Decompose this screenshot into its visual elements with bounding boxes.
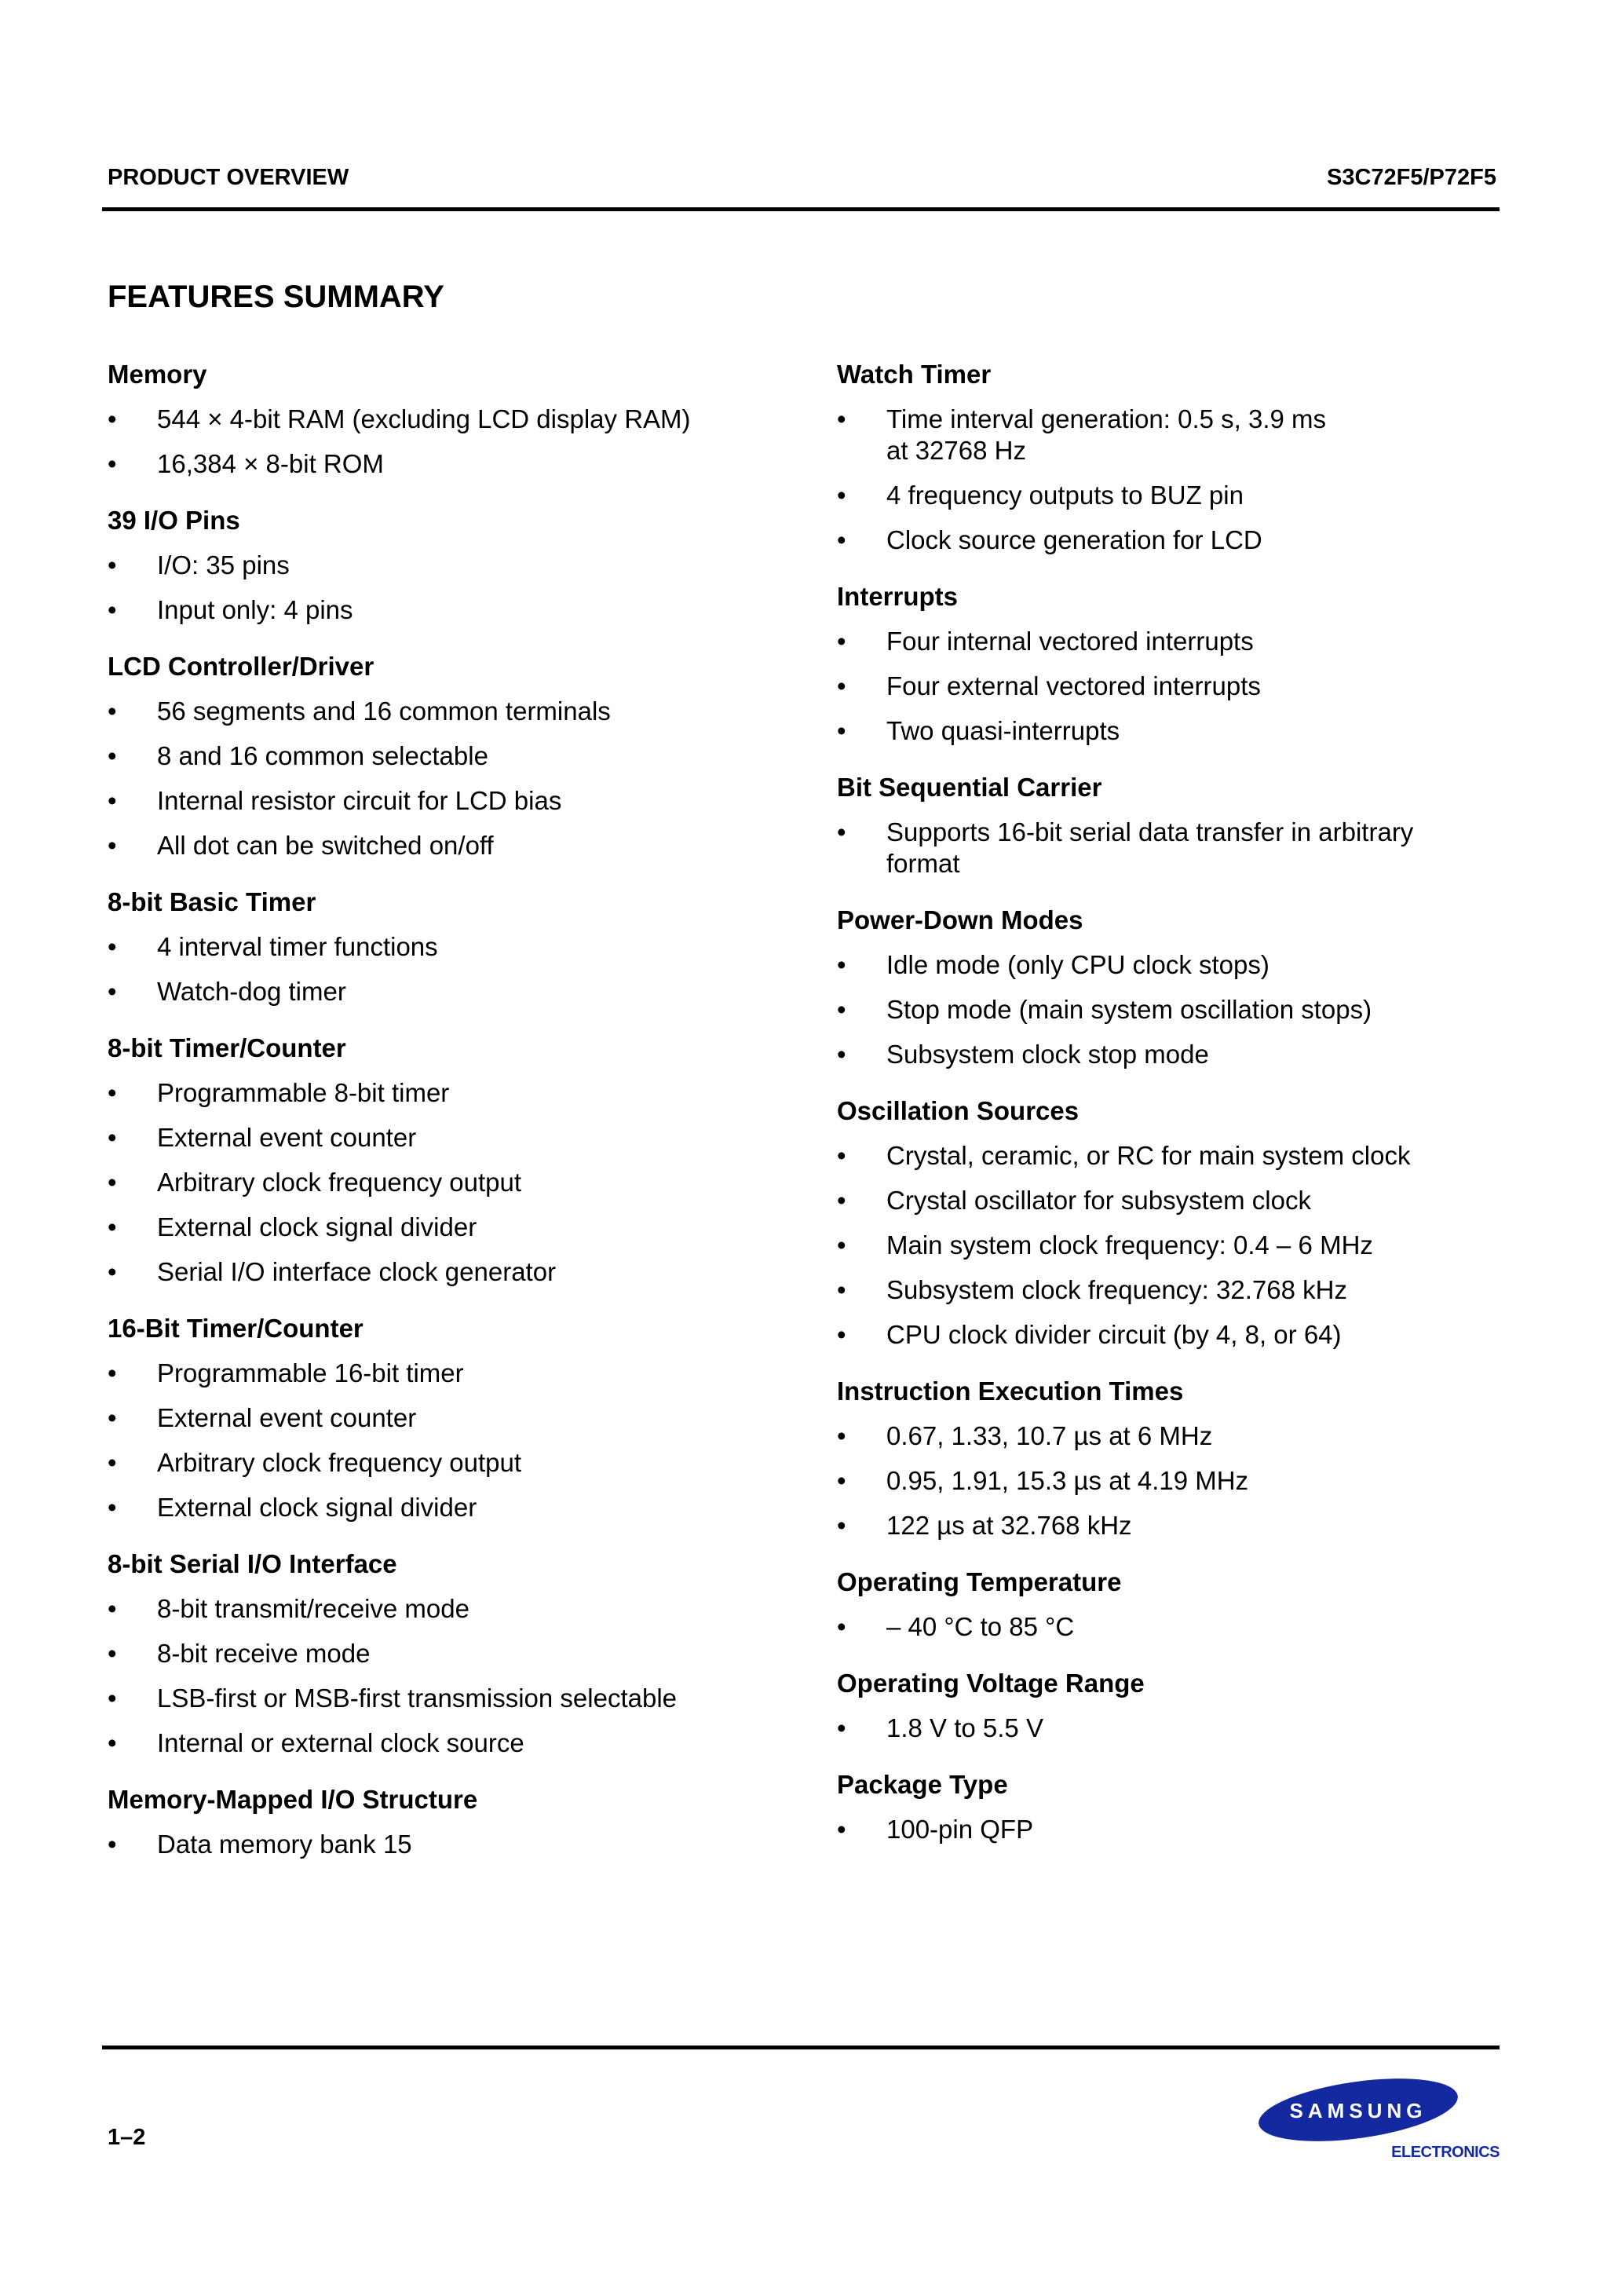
feature-item: [837, 1465, 1504, 1497]
bullet-icon: •: [108, 1358, 117, 1387]
feature-list: [108, 1077, 775, 1288]
feature-item: [108, 550, 775, 581]
feature-item-text: 4 interval timer functions: [157, 932, 438, 961]
feature-item-text: – 40 °C to 85 °C: [886, 1612, 1075, 1641]
feature-item: [837, 817, 1504, 879]
section-heading: Bit Sequential Carrier: [837, 773, 1102, 802]
feature-item-text: External clock signal divider: [157, 1493, 477, 1522]
feature-item-text: 8-bit transmit/receive mode: [157, 1594, 469, 1623]
bullet-icon: •: [837, 1141, 846, 1170]
feature-item-text: Arbitrary clock frequency output: [157, 1448, 522, 1477]
feature-section: [837, 1668, 1504, 1744]
section-heading: 39 I/O Pins: [108, 506, 240, 535]
bullet-icon: •: [837, 950, 846, 979]
feature-item: [108, 1492, 775, 1523]
feature-item: [837, 1140, 1504, 1172]
bullet-icon: •: [108, 1493, 117, 1522]
bullet-icon: •: [108, 1403, 117, 1432]
bullet-icon: •: [837, 1230, 846, 1260]
feature-item-text: 122 µs at 32.768 kHz: [886, 1511, 1132, 1540]
feature-item-text: External clock signal divider: [157, 1212, 477, 1241]
bullet-icon: •: [108, 1168, 117, 1197]
feature-item-text: Programmable 8-bit timer: [157, 1078, 450, 1107]
logo-sub-text: ELECTRONICS: [1391, 2144, 1500, 2159]
feature-list: [837, 1420, 1504, 1541]
bullet-icon: •: [837, 481, 846, 510]
feature-item: [108, 1727, 775, 1759]
bullet-icon: •: [837, 1612, 846, 1641]
feature-item-text: 0.67, 1.33, 10.7 µs at 6 MHz: [886, 1421, 1213, 1450]
bullet-icon: •: [108, 831, 117, 860]
bullet-icon: •: [108, 786, 117, 815]
feature-item: [108, 740, 775, 772]
feature-item: [108, 1212, 775, 1243]
feature-item: [837, 404, 1504, 466]
feature-item-text: 1.8 V to 5.5 V: [886, 1713, 1043, 1742]
feature-item-text: Four external vectored interrupts: [886, 671, 1261, 700]
feature-item-text: Crystal, ceramic, or RC for main system clock: [886, 1141, 1411, 1170]
feature-item: [108, 696, 775, 727]
feature-item: [837, 525, 1504, 556]
section-heading: 8-bit Basic Timer: [108, 887, 316, 916]
feature-item-text: 16,384 × 8-bit ROM: [157, 449, 384, 478]
bullet-icon: •: [837, 817, 846, 846]
bullet-icon: •: [108, 449, 117, 478]
feature-item-text: Watch-dog timer: [157, 977, 346, 1006]
feature-item-text: Supports 16-bit serial data transfer in arbitrary format: [886, 817, 1414, 878]
feature-list: [837, 1814, 1504, 1845]
feature-item: [108, 1256, 775, 1288]
feature-item-text: 8-bit receive mode: [157, 1639, 371, 1668]
bullet-icon: •: [837, 1713, 846, 1742]
feature-item-text: Time interval generation: 0.5 s, 3.9 ms at 32768 Hz: [886, 404, 1327, 465]
feature-item: [108, 1593, 775, 1625]
bullet-icon: •: [837, 1421, 846, 1450]
feature-item-text: 100-pin QFP: [886, 1815, 1034, 1844]
feature-item-text: Stop mode (main system oscillation stops): [886, 995, 1372, 1024]
feature-section: [837, 1769, 1504, 1845]
page-header: [108, 165, 1496, 196]
feature-item: [108, 976, 775, 1007]
feature-item-text: Main system clock frequency: 0.4 – 6 MHz: [886, 1230, 1373, 1260]
header-section-title: PRODUCT OVERVIEW: [108, 165, 349, 190]
feature-list: [108, 931, 775, 1007]
feature-item-text: Input only: 4 pins: [157, 595, 353, 624]
feature-item: [837, 671, 1504, 702]
feature-section: [837, 1095, 1504, 1351]
bullet-icon: •: [108, 977, 117, 1006]
bullet-icon: •: [837, 404, 846, 433]
feature-item: [108, 830, 775, 861]
feature-item-text: Four internal vectored interrupts: [886, 627, 1254, 656]
feature-item: [108, 1447, 775, 1479]
feature-section: [108, 1784, 775, 1860]
feature-item: [837, 1510, 1504, 1541]
bullet-icon: •: [108, 741, 117, 770]
feature-item-text: All dot can be switched on/off: [157, 831, 494, 860]
logo-brand-text: SAMSUNG: [1289, 2099, 1427, 2122]
section-heading: Power-Down Modes: [837, 905, 1083, 934]
feature-item-text: Programmable 16-bit timer: [157, 1358, 464, 1387]
feature-item: [108, 1402, 775, 1434]
feature-list: [837, 817, 1504, 879]
section-heading: 8-bit Serial I/O Interface: [108, 1549, 397, 1578]
feature-item: [837, 1274, 1504, 1306]
bullet-icon: •: [108, 1448, 117, 1477]
feature-item: [108, 404, 775, 435]
feature-list: [108, 1593, 775, 1759]
bullet-icon: •: [108, 1684, 117, 1713]
feature-list: [108, 550, 775, 626]
feature-item: [837, 994, 1504, 1026]
section-heading: 8-bit Timer/Counter: [108, 1033, 346, 1062]
feature-list: [837, 1611, 1504, 1643]
section-heading: Package Type: [837, 1770, 1008, 1799]
feature-section: [108, 887, 775, 1007]
feature-item-text: Subsystem clock stop mode: [886, 1040, 1209, 1069]
bullet-icon: •: [837, 671, 846, 700]
feature-item-text: Clock source generation for LCD: [886, 525, 1262, 554]
header-part-number: S3C72F5/P72F5: [1326, 165, 1496, 190]
right-column: [837, 359, 1504, 1870]
feature-item: [108, 448, 775, 480]
bullet-icon: •: [108, 1594, 117, 1623]
bullet-icon: •: [108, 595, 117, 624]
feature-item: [837, 949, 1504, 981]
section-heading: 16-Bit Timer/Counter: [108, 1314, 363, 1343]
bullet-icon: •: [108, 404, 117, 433]
feature-item: [108, 1829, 775, 1860]
feature-item-text: External event counter: [157, 1123, 417, 1152]
feature-item: [837, 1319, 1504, 1351]
section-heading: Watch Timer: [837, 360, 992, 389]
feature-section: [837, 1376, 1504, 1541]
feature-section: [108, 1313, 775, 1523]
feature-section: [837, 581, 1504, 747]
page-title: FEATURES SUMMARY: [108, 280, 444, 314]
feature-section: [837, 772, 1504, 879]
feature-section: [837, 905, 1504, 1070]
feature-section: [108, 1033, 775, 1288]
feature-list: [837, 1713, 1504, 1744]
feature-item-text: Idle mode (only CPU clock stops): [886, 950, 1269, 979]
bullet-icon: •: [837, 1186, 846, 1215]
section-heading: Interrupts: [837, 582, 959, 611]
feature-item: [837, 626, 1504, 657]
feature-item: [837, 1611, 1504, 1643]
feature-section: [837, 359, 1504, 556]
section-heading: LCD Controller/Driver: [108, 652, 374, 681]
header-rule: [102, 207, 1500, 211]
feature-list: [108, 404, 775, 480]
bullet-icon: •: [837, 1320, 846, 1349]
footer-rule: [102, 2046, 1500, 2049]
feature-section: [108, 505, 775, 626]
bullet-icon: •: [108, 1830, 117, 1859]
section-heading: Operating Temperature: [837, 1567, 1122, 1596]
feature-section: [837, 1567, 1504, 1643]
feature-list: [108, 1358, 775, 1523]
feature-item-text: 8 and 16 common selectable: [157, 741, 488, 770]
bullet-icon: •: [108, 1639, 117, 1668]
feature-item: [108, 1122, 775, 1153]
feature-item: [108, 931, 775, 963]
section-heading: Operating Voltage Range: [837, 1669, 1145, 1698]
bullet-icon: •: [837, 1815, 846, 1844]
feature-item-text: CPU clock divider circuit (by 4, 8, or 64): [886, 1320, 1342, 1349]
feature-item: [108, 1077, 775, 1109]
feature-item-text: 544 × 4-bit RAM (excluding LCD display RAM): [157, 404, 691, 433]
feature-item-text: Subsystem clock frequency: 32.768 kHz: [886, 1275, 1347, 1304]
feature-item-text: 4 frequency outputs to BUZ pin: [886, 481, 1244, 510]
feature-section: [108, 359, 775, 480]
feature-item-text: LSB-first or MSB-first transmission selectable: [157, 1684, 678, 1713]
page-number: 1–2: [108, 2125, 146, 2150]
feature-item: [837, 480, 1504, 511]
feature-list: [108, 1829, 775, 1860]
feature-item: [837, 1814, 1504, 1845]
section-heading: Oscillation Sources: [837, 1096, 1080, 1125]
feature-section: [108, 1548, 775, 1759]
bullet-icon: •: [837, 1275, 846, 1304]
left-column: [108, 359, 775, 1885]
bullet-icon: •: [108, 1212, 117, 1241]
feature-item-text: Internal resistor circuit for LCD bias: [157, 786, 562, 815]
bullet-icon: •: [108, 696, 117, 726]
feature-item: [108, 594, 775, 626]
bullet-icon: •: [837, 716, 846, 745]
bullet-icon: •: [108, 550, 117, 579]
feature-item: [837, 1230, 1504, 1261]
feature-item-text: 56 segments and 16 common terminals: [157, 696, 611, 726]
feature-item-text: Data memory bank 15: [157, 1830, 412, 1859]
feature-item: [837, 1039, 1504, 1070]
feature-section: [108, 651, 775, 861]
feature-list: [837, 404, 1504, 556]
bullet-icon: •: [837, 627, 846, 656]
feature-item-text: Arbitrary clock frequency output: [157, 1168, 522, 1197]
feature-list: [837, 949, 1504, 1070]
bullet-icon: •: [108, 1728, 117, 1757]
bullet-icon: •: [108, 1078, 117, 1107]
bullet-icon: •: [837, 1466, 846, 1495]
feature-list: [837, 1140, 1504, 1351]
section-heading: Memory-Mapped I/O Structure: [108, 1785, 478, 1814]
bullet-icon: •: [108, 1123, 117, 1152]
feature-item-text: Serial I/O interface clock generator: [157, 1257, 557, 1286]
feature-item-text: Two quasi-interrupts: [886, 716, 1120, 745]
bullet-icon: •: [108, 1257, 117, 1286]
feature-item-text: External event counter: [157, 1403, 417, 1432]
feature-item: [837, 1713, 1504, 1744]
feature-list: [108, 696, 775, 861]
feature-item-text: 0.95, 1.91, 15.3 µs at 4.19 MHz: [886, 1466, 1249, 1495]
feature-item: [837, 715, 1504, 747]
samsung-logo: [1229, 2073, 1500, 2159]
feature-item: [108, 1358, 775, 1389]
feature-item: [837, 1185, 1504, 1216]
bullet-icon: •: [837, 995, 846, 1024]
feature-item-text: Crystal oscillator for subsystem clock: [886, 1186, 1311, 1215]
feature-item: [108, 1638, 775, 1669]
feature-item-text: I/O: 35 pins: [157, 550, 290, 579]
feature-item: [108, 785, 775, 817]
section-heading: Memory: [108, 360, 207, 389]
bullet-icon: •: [108, 932, 117, 961]
bullet-icon: •: [837, 1040, 846, 1069]
bullet-icon: •: [837, 1511, 846, 1540]
feature-item: [108, 1167, 775, 1198]
section-heading: Instruction Execution Times: [837, 1377, 1184, 1406]
feature-item-text: Internal or external clock source: [157, 1728, 524, 1757]
feature-item: [108, 1683, 775, 1714]
feature-item: [837, 1420, 1504, 1452]
feature-list: [837, 626, 1504, 747]
bullet-icon: •: [837, 525, 846, 554]
